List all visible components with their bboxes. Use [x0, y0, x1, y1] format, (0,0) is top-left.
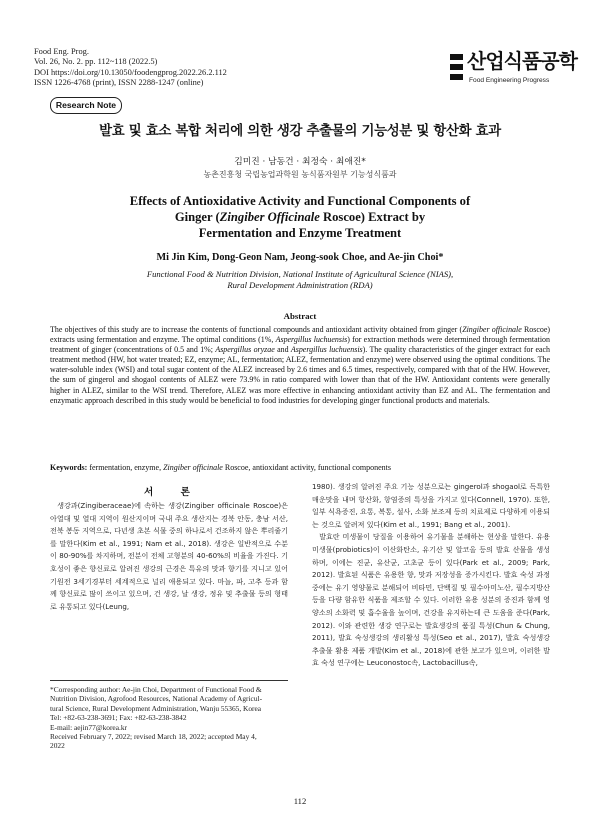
- title-english-line1: Effects of Antioxidative Activity and Functional Components of: [129, 194, 471, 208]
- abstract-heading: Abstract: [283, 311, 317, 321]
- title-korean: 발효 및 효소 복합 처리에 의한 생강 추출물의 기능성분 및 항산화 효과: [99, 124, 501, 139]
- body-column-left: [50, 500, 288, 613]
- journal-doi[interactable]: DOI https://doi.org/10.13050/foodengprog.2022.26.2.112: [34, 67, 227, 77]
- footnote-divider: [50, 680, 288, 681]
- logo-mark-icon: [450, 54, 463, 80]
- journal-volume: Vol. 26, No. 2. pp. 112~118 (2022.5): [34, 57, 158, 67]
- paragraph: 생강과(Zingiberaceae)에 속하는 생강(Zingiber officinale Roscoe)은 아열대 및 열대 지역이 원산지이며 국내 주요 생산지는 경북 안동, 충남 서산, 전북 봉동 지역으로, 다년생 초본 식물 중의 하나로서 건조하지 않은 뿌리줄기를 말한다(Kim et al., 1991; Nam et al., 2018). 생강은 일반적으로 수분이 80-90%를 차지하며, 전분이 전체 고형분의 40-60%의 비율을 가진다. 기호성이 좋은 향신료로 알려진 생강의 근경은 특유의 맛과 향기를 지니고 있어 기원전 3세기경부터 세계적으로 널리 애용되고 있다. 마늘, 파, 고추 등과 함께 향신료로 많이 쓰이고 있으며, 건 생강, 날 생강, 정유 및 추출물 등의 형태로 유통되고 있다(Leung,: [50, 501, 288, 611]
- footnote-email[interactable]: E-mail: aejin77@korea.kr: [50, 722, 127, 732]
- section-title-introduction: 서 론: [144, 487, 202, 498]
- logo-subtitle: Food Engineering Progress: [469, 77, 550, 84]
- affiliation-korean: 농촌진흥청 국립농업과학원 농식품자원부 기능성식품과: [203, 170, 397, 179]
- journal-issn: ISSN 1226-4768 (print), ISSN 2288-1247 (online): [34, 78, 204, 88]
- keywords: Keywords: fermentation, enzyme, Zingiber officinale Roscoe, antioxidant activity, functional components: [50, 463, 391, 472]
- journal-name: Food Eng. Prog.: [34, 47, 89, 56]
- paragraph: 발효란 미생물이 당질을 이용하여 유기물을 분해하는 현상을 말한다. 유용 미생물(probiotics)이 이산화탄소, 유기산 및 알코올 등의 발효 산물을 생성하며, 이에는 진균, 유산균, 고초균 등이 있다(Park et al., 2009; Park, 2012). 발효된 식품은 유용한 향, 맛과 저장성을 증가시킨다. 발효 숙성 과정 중에는 유기 영양물로 분해되어 비타민, 단백질 및 필수아미노산, 필수지방산 등을 다량 함유한 식품을 제조할 수 있다. 이러한 유용 성분의 증진과 함께 영양소의 소화력 및 흡수율을 높이며, 건강을 유지하는데 큰 도움을 준다(Park, 2012). 이와 관련한 생강 연구로는 발효생강의 품질 특성(Chun & Chung, 2011), 발효 숙성생강의 생리활성 특성(Seo et al., 2017), 발효 숙성생강 추출물 활용 제품 개발(Kim et al., 2018)에 관한 보고가 있으며, 이러한 발효 숙성 연구에는 Leuconostoc속, Lactobacillus속,: [312, 532, 550, 668]
- footnote: *Corresponding author: Ae-jin Choi, Department of Functional Food & Nutrition Division, Agrofood Resources, National Academy of Agricul- tural Science, Rural Development Administration, Wanju 55365, Korea Tel: +82-63-238-3691; Fax: +82-63-238-3842 E-mail: aejin77@korea.kr Received February 7, 2022; revised March 18, 2022; accepted May 4, 2022: [50, 685, 290, 751]
- paragraph: 1980). 생강의 알려진 주요 기능 성분으로는 gingerol과 shogaol로 독특한 매운맛을 내며 항산화, 항염증의 특성을 가지고 있다(Connell, 1970). 또한, 일부 식욕증진, 요통, 복통, 설사, 소화 보조제 등의 치료제로 다양하게 이용되는 것으로 알려져 있다(Kim et al., 1991; Bang et al., 2001).: [312, 482, 550, 529]
- page-number: 112: [293, 796, 307, 806]
- title-english-line2: Ginger (Zingiber Officinale Roscoe) Extract by: [174, 210, 426, 224]
- abstract-text: The objectives of this study are to increase the contents of functional compounds and antioxidant activity obtained from ginger (Zingiber officinale Roscoe) extracts using fermentation and enzyme. The optimal conditions (1%, Aspergillus luchuensis) for extraction methods were determined through fermentation treatment of ginger (concentrations of 0.5 and 1%; Aspergillus oryzae and Aspergillus luchuensis). The quality characteristics of the ginger extract for each treatment method (HW, hot water treated; EZ, enzyme; AL, fermentation; ALEZ, fermentation and enzyme) were observed using the optimal conditions. The water-soluble index (WSI) and total sugar content of the ALEZ increased by 2.6 times and 6.5 times, respectively, compared with that of the HW. However, the sum of gingerol and shogaol contents of ALEZ were 73.9% in ratio compared with lower than that of the HW. Antioxidant contents were generally higher in ALEZ, similar to the WSI trend. Therefore, ALEZ was more effective in enhancing antioxidant activity than EZ and AL. The fermentation and enzymatic approach described in this study would be beneficial to food industries for developing ginger functional products and materials.: [50, 325, 550, 405]
- body-column-right: [312, 481, 550, 670]
- authors-korean: 김미진 · 남동건 · 최정숙 · 최애진*: [234, 157, 366, 167]
- journal-logo: [450, 48, 577, 90]
- title-english: [60, 193, 540, 241]
- authors-english: Mi Jin Kim, Dong-Geon Nam, Jeong-sook Choe, and Ae-jin Choi*: [156, 252, 444, 263]
- affiliation-english: Functional Food & Nutrition Division, National Institute of Agricultural Science (NIAS), Rural Development Administration (RDA): [146, 269, 454, 290]
- journal-meta: [34, 47, 334, 89]
- article-type-badge: Research Note: [50, 97, 122, 114]
- title-english-line3: Fermentation and Enzyme Treatment: [198, 226, 402, 240]
- logo-text: 산업식품공학: [467, 49, 577, 73]
